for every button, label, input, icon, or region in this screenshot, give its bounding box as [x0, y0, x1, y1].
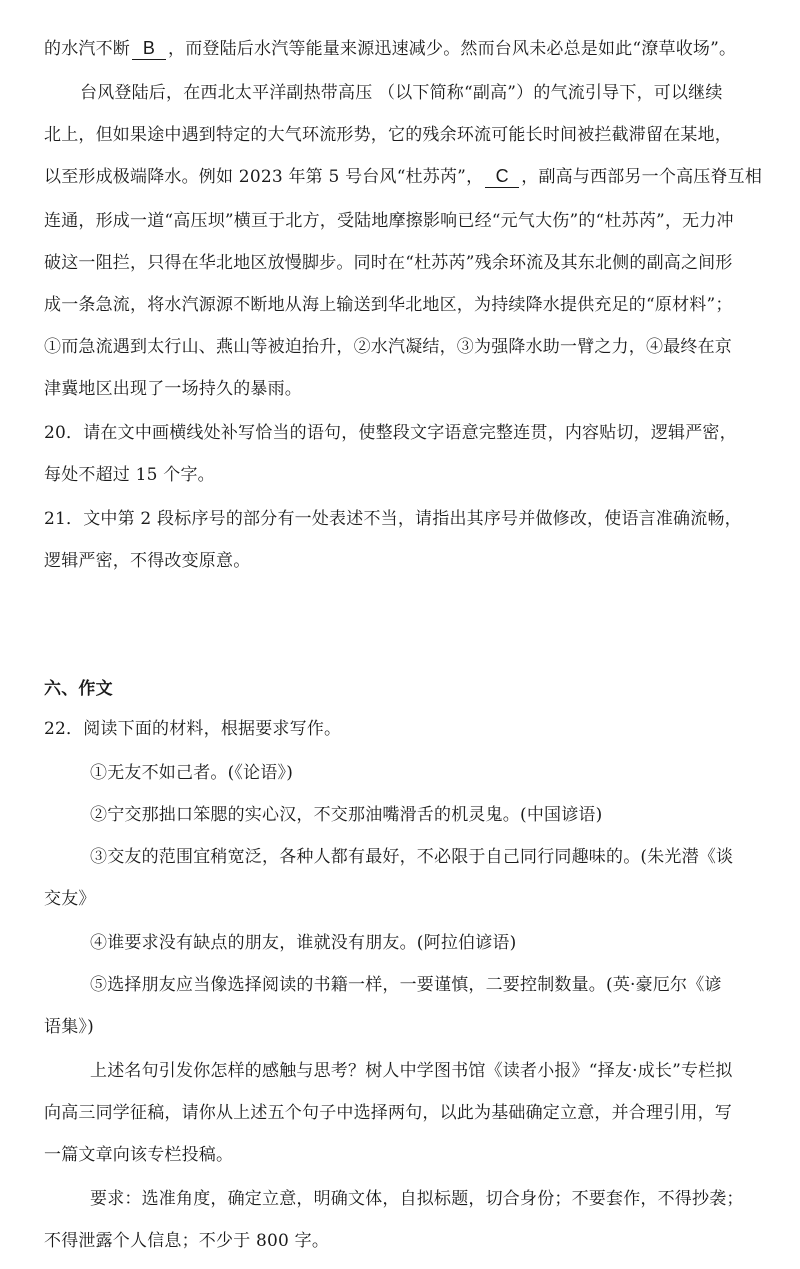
question-21-line-2: 逻辑严密，不得改变原意。: [44, 551, 251, 571]
question-21-line-1: 21．文中第 2 段标序号的部分有一处表述不当，请指出其序号并做修改，使语言准确流畅，: [44, 509, 742, 529]
writing-prompt-line-3: 一篇文章向该专栏投稿。: [44, 1145, 234, 1165]
passage-text: ，副高与西部另一个高压脊互相: [521, 167, 763, 187]
material-item-1: ①无友不如己者。(《论语》): [90, 763, 294, 783]
passage-line-9: 津冀地区出现了一场持久的暴雨。: [44, 379, 302, 399]
passage-line-2: 台风登陆后，在西北太平洋副热带高压 （以下简称“副高”）的气流引导下，可以继续: [80, 83, 723, 103]
question-20-line-1: 20．请在文中画横线处补写恰当的语句，使整段文字语意完整连贯，内容贴切，逻辑严密，: [44, 423, 737, 443]
material-item-3: ③交友的范围宜稍宽泛，各种人都有最好，不必限于自己同行同趣味的。(朱光潜《谈: [90, 847, 734, 867]
passage-line-8: ①而急流遇到太行山、燕山等被迫抬升，②水汽凝结，③为强降水助一臂之力，④最终在京: [44, 337, 732, 357]
passage-text: 以至形成极端降水。例如 2023 年第 5 号台风“杜苏芮”，: [44, 167, 484, 187]
section-title: 六、作文: [44, 679, 113, 699]
question-20-line-2: 每处不超过 15 个字。: [44, 465, 215, 485]
passage-line-1: [44, 36, 762, 62]
passage-line-5: 连通，形成一道“高压坝”横亘于北方，受陆地摩擦影响已经“元气大伤”的“杜苏芮”，无力冲: [44, 211, 734, 231]
passage-line-4: [44, 164, 762, 190]
material-item-5: ⑤选择朋友应当像选择阅读的书籍一样，一要谨慎，二要控制数量。(英·豪厄尔《谚: [90, 975, 722, 995]
question-22: 22．阅读下面的材料，根据要求写作。: [44, 719, 342, 739]
requirements-line-1: 要求：选准角度，确定立意，明确文体，自拟标题，切合身份；不要套作，不得抄袭；: [90, 1189, 744, 1209]
writing-prompt-line-2: 向高三同学征稿，请你从上述五个句子中选择两句，以此为基础确定立意，并合理引用，写: [44, 1103, 732, 1123]
requirements-line-2: 不得泄露个人信息；不少于 800 字。: [44, 1231, 330, 1251]
material-item-2: ②宁交那拙口笨腮的实心汉，不交那油嘴滑舌的机灵鬼。(中国谚语): [90, 805, 603, 825]
answer-blank-c: C: [485, 165, 519, 188]
answer-blank-b: B: [132, 37, 166, 60]
passage-line-3: 北上，但如果途中遇到特定的大气环流形势，它的残余环流可能长时间被拦截滞留在某地，: [44, 125, 732, 145]
material-item-3-cont: 交友》: [44, 889, 96, 909]
material-item-5-cont: 语集》): [44, 1017, 94, 1037]
material-item-4: ④谁要求没有缺点的朋友，谁就没有朋友。(阿拉伯谚语): [90, 933, 517, 953]
passage-line-6: 破这一阻拦，只得在华北地区放慢脚步。同时在“杜苏芮”残余环流及其东北侧的副高之间形: [44, 253, 733, 273]
writing-prompt-line-1: 上述名句引发你怎样的感触与思考？树人中学图书馆《读者小报》“择友·成长”专栏拟: [90, 1061, 733, 1081]
passage-text: ，而登陆后水汽等能量来源迅速减少。然而台风未必总是如此“潦草收场”。: [168, 39, 737, 59]
passage-line-7: 成一条急流，将水汽源源不断地从海上输送到华北地区，为持续降水提供充足的“原材料”；: [44, 295, 733, 315]
passage-text: 的水汽不断: [44, 39, 130, 59]
